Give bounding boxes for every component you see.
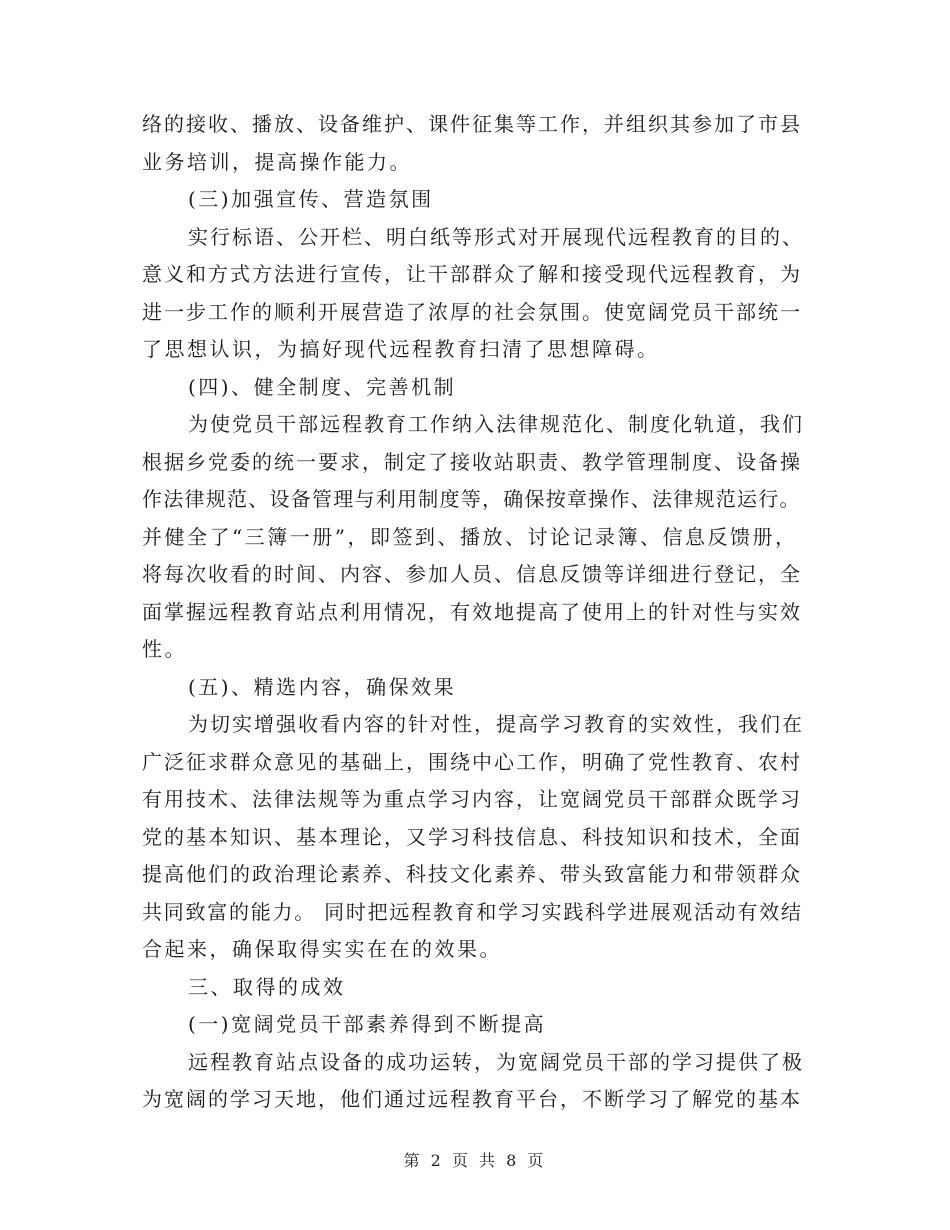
text-line: 根据乡党委的统一要求，制定了接收站职责、教学管理制度、设备操 <box>142 449 802 474</box>
text-line: 将每次收看的时间、内容、参加人员、信息反馈等详细进行登记，全 <box>142 562 802 586</box>
text-line: 为切实增强收看内容的针对性，提高学习教育的实效性，我们在 <box>188 712 804 736</box>
text-line: 面掌握远程教育站点利用情况，有效地提高了使用上的针对性与实效 <box>142 599 802 624</box>
document-body <box>142 106 808 1119</box>
text-line: 络的接收、播放、设备维护、课件征集等工作，并组织其参加了市县 <box>142 112 802 136</box>
text-line: 合起来，确保取得实实在在的效果。 <box>142 937 502 961</box>
text-line: (五)、精选内容，确保效果 <box>188 674 457 699</box>
text-line: 为使党员干部远程教育工作纳入法律规范化、制度化轨道，我们 <box>188 412 804 436</box>
text-line: (一)宽阔党员干部素养得到不断提高 <box>188 1012 547 1036</box>
text-line: 远程教育站点设备的成功运转，为宽阔党员干部的学习提供了极 <box>188 1049 804 1074</box>
text-line: 共同致富的能力。 同时把远程教育和学习实践科学进展观活动有效结 <box>142 899 803 924</box>
text-line: 三、取得的成效 <box>188 974 346 999</box>
text-line: 提高他们的政治理论素养、科技文化素养、带头致富能力和带领群众 <box>142 862 802 886</box>
text-line: 了思想认识，为搞好现代远程教育扫清了思想障碍。 <box>142 337 660 361</box>
text-line: (四)、健全制度、完善机制 <box>188 374 457 399</box>
text-line: 进一步工作的顺利开展营造了浓厚的社会氛围。使宽阔党员干部统一 <box>142 299 802 324</box>
text-line: (三)加强宣传、营造氛围 <box>188 187 434 211</box>
text-line: 作法律规范、设备管理与利用制度等，确保按章操作、法律规范运行。 <box>142 487 801 511</box>
text-line: 并健全了“三簿一册”，即签到、播放、讨论记录簿、信息反馈册， <box>142 524 798 549</box>
text-line: 广泛征求群众意见的基础上，围绕中心工作，明确了党性教育、农村 <box>142 749 802 774</box>
text-line: 意义和方式方法进行宣传，让干部群众了解和接受现代远程教育，为 <box>142 262 802 286</box>
text-line: 业务培训，提高操作能力。 <box>142 149 412 174</box>
text-line: 实行标语、公开栏、明白纸等形式对开展现代远程教育的目的、 <box>188 224 804 249</box>
text-line: 有用技术、法律法规等为重点学习内容，让宽阔党员干部群众既学习 <box>142 787 802 811</box>
text-line: 性。 <box>142 637 187 661</box>
text-line: 为宽阔的学习天地，他们通过远程教育平台，不断学习了解党的基本 <box>142 1087 802 1111</box>
page-number-footer: 第 2 页 共 8 页 <box>403 1151 547 1170</box>
text-line: 党的基本知识、基本理论，又学习科技信息、科技知识和技术，全面 <box>142 824 802 849</box>
